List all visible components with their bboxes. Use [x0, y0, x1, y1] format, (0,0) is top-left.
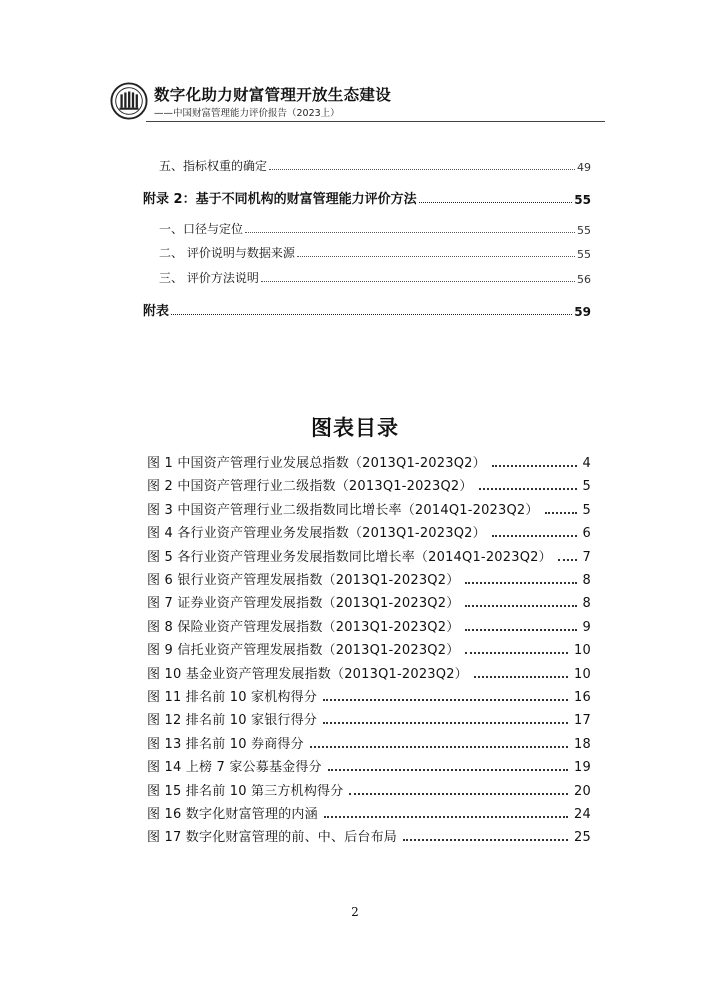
toc-leader-dots	[171, 314, 572, 315]
figure-leader-dots	[545, 512, 577, 514]
figure-entry-label: 图 5 各行业资产管理业务发展指数同比增长率（2014Q1-2023Q2）	[147, 549, 552, 565]
figure-entry[interactable]	[147, 588, 591, 611]
toc-entry-page: 59	[574, 305, 591, 319]
figure-entry-page: 8	[582, 596, 591, 612]
figure-entry-label: 图 16 数字化财富管理的内涵	[147, 807, 318, 822]
figure-entry-page: 16	[574, 690, 591, 705]
figure-entry-label: 图 8 保险业资产管理发展指数（2013Q1-2023Q2）	[147, 619, 460, 635]
toc-entry-label: 五、指标权重的确定	[159, 159, 268, 173]
figure-leader-dots	[465, 582, 576, 584]
page-number: 2	[351, 905, 359, 919]
figure-entry-page: 5	[582, 479, 591, 495]
figure-entry-page: 25	[574, 830, 591, 846]
figure-entry-label: 图 4 各行业资产管理业务发展指数（2013Q1-2023Q2）	[147, 526, 486, 542]
figure-entry[interactable]	[147, 752, 591, 775]
figure-entry[interactable]	[147, 542, 591, 565]
figure-entry-label: 图 9 信托业资产管理发展指数（2013Q1-2023Q2）	[147, 643, 460, 659]
figure-entry-page: 20	[574, 783, 591, 799]
toc-leader-dots	[419, 202, 573, 203]
toc-entry-page: 49	[577, 161, 591, 174]
toc-entry[interactable]	[143, 157, 591, 174]
figure-leader-dots	[328, 769, 568, 771]
figure-entry[interactable]	[147, 799, 591, 822]
figure-leader-dots	[492, 535, 577, 537]
toc-entry-page: 55	[577, 248, 591, 261]
toc-leader-dots	[261, 281, 575, 282]
figure-entry-page: 4	[582, 456, 591, 471]
figure-entry-label: 图 6 银行业资产管理发展指数（2013Q1-2023Q2）	[147, 573, 460, 588]
figure-entry[interactable]	[147, 776, 591, 799]
figure-entry-page: 8	[582, 573, 591, 588]
figure-entry[interactable]	[147, 729, 591, 752]
figure-entry-page: 17	[574, 713, 591, 729]
figure-entry[interactable]	[147, 612, 591, 635]
header-divider	[146, 121, 605, 122]
figure-entry-page: 7	[582, 549, 591, 565]
figure-leader-dots	[324, 816, 568, 818]
figure-leader-dots	[492, 465, 577, 467]
figure-entry-label: 图 1 中国资产管理行业发展总指数（2013Q1-2023Q2）	[147, 456, 486, 471]
figure-entry-label: 图 15 排名前 10 第三方机构得分	[147, 783, 344, 799]
figure-entry[interactable]	[147, 659, 591, 682]
figure-entry-page: 6	[582, 526, 591, 542]
figure-leader-dots	[558, 559, 577, 561]
figure-entry[interactable]	[147, 822, 591, 845]
figure-entry[interactable]	[147, 518, 591, 541]
toc-entry-label: 附表	[143, 304, 170, 319]
toc-entry-label: 三、 评价方法说明	[159, 271, 259, 285]
figure-entry-label: 图 17 数字化财富管理的前、中、后台布局	[147, 830, 398, 846]
figure-leader-dots	[349, 793, 568, 795]
figure-entry[interactable]	[147, 705, 591, 728]
figure-entry-page: 24	[574, 807, 591, 822]
figure-entry-label: 图 14 上榜 7 家公募基金得分	[147, 760, 322, 776]
figure-entry[interactable]	[147, 448, 591, 471]
figure-entry-page: 18	[574, 736, 591, 752]
figure-entry-page: 5	[582, 502, 591, 518]
figure-leader-dots	[465, 629, 576, 631]
figure-entry-label: 图 2 中国资产管理行业二级指数（2013Q1-2023Q2）	[147, 479, 473, 495]
figure-entry-label: 图 13 排名前 10 券商得分	[147, 736, 304, 752]
figure-leader-dots	[310, 746, 568, 748]
figure-entry[interactable]	[147, 635, 591, 658]
toc-entry[interactable]	[143, 188, 591, 207]
toc-entry-page: 55	[574, 193, 591, 207]
university-seal-icon	[110, 82, 148, 120]
toc-entry[interactable]	[143, 269, 591, 286]
toc-entry-label: 附录 2：基于不同机构的财富管理能力评价方法	[143, 192, 417, 207]
figure-entry-label: 图 11 排名前 10 家机构得分	[147, 690, 318, 705]
header-title: 数字化助力财富管理开放生态建设	[154, 85, 392, 104]
figure-entry-label: 图 3 中国资产管理行业二级指数同比增长率（2014Q1-2023Q2）	[147, 502, 539, 518]
toc-leader-dots	[269, 169, 575, 170]
toc-leader-dots	[245, 232, 575, 233]
figure-entry-page: 10	[574, 666, 591, 682]
figure-leader-dots	[403, 839, 568, 841]
header-subtitle: ——中国财富管理能力评价报告（2023上）	[154, 108, 340, 119]
figure-entry[interactable]	[147, 682, 591, 705]
figure-leader-dots	[474, 676, 568, 678]
figure-entry-label: 图 12 排名前 10 家银行得分	[147, 713, 318, 729]
figure-leader-dots	[323, 699, 568, 701]
toc-entry[interactable]	[143, 220, 591, 237]
page-header	[110, 80, 605, 122]
toc-entry-label: 二、 评价说明与数据来源	[159, 246, 295, 260]
figure-entry[interactable]	[147, 565, 591, 588]
toc-entry[interactable]	[143, 244, 591, 261]
figure-entry-page: 10	[574, 643, 591, 659]
figure-entry-label: 图 7 证券业资产管理发展指数（2013Q1-2023Q2）	[147, 596, 460, 612]
figure-leader-dots	[465, 652, 568, 654]
figure-entry-page: 19	[574, 760, 591, 776]
figure-leader-dots	[479, 488, 577, 490]
figure-entry[interactable]	[147, 495, 591, 518]
figure-entry[interactable]	[147, 471, 591, 494]
figure-entry-page: 9	[582, 619, 591, 635]
toc-entry[interactable]	[143, 300, 591, 319]
toc-entry-page: 55	[577, 224, 591, 237]
toc-entry-label: 一、口径与定位	[159, 222, 244, 236]
figures-list-title: 图表目录	[311, 416, 399, 440]
figure-leader-dots	[323, 722, 568, 724]
figure-entry-label: 图 10 基金业资产管理发展指数（2013Q1-2023Q2）	[147, 666, 468, 682]
figure-leader-dots	[465, 605, 576, 607]
toc-entry-page: 56	[577, 273, 591, 286]
toc-leader-dots	[297, 256, 575, 257]
